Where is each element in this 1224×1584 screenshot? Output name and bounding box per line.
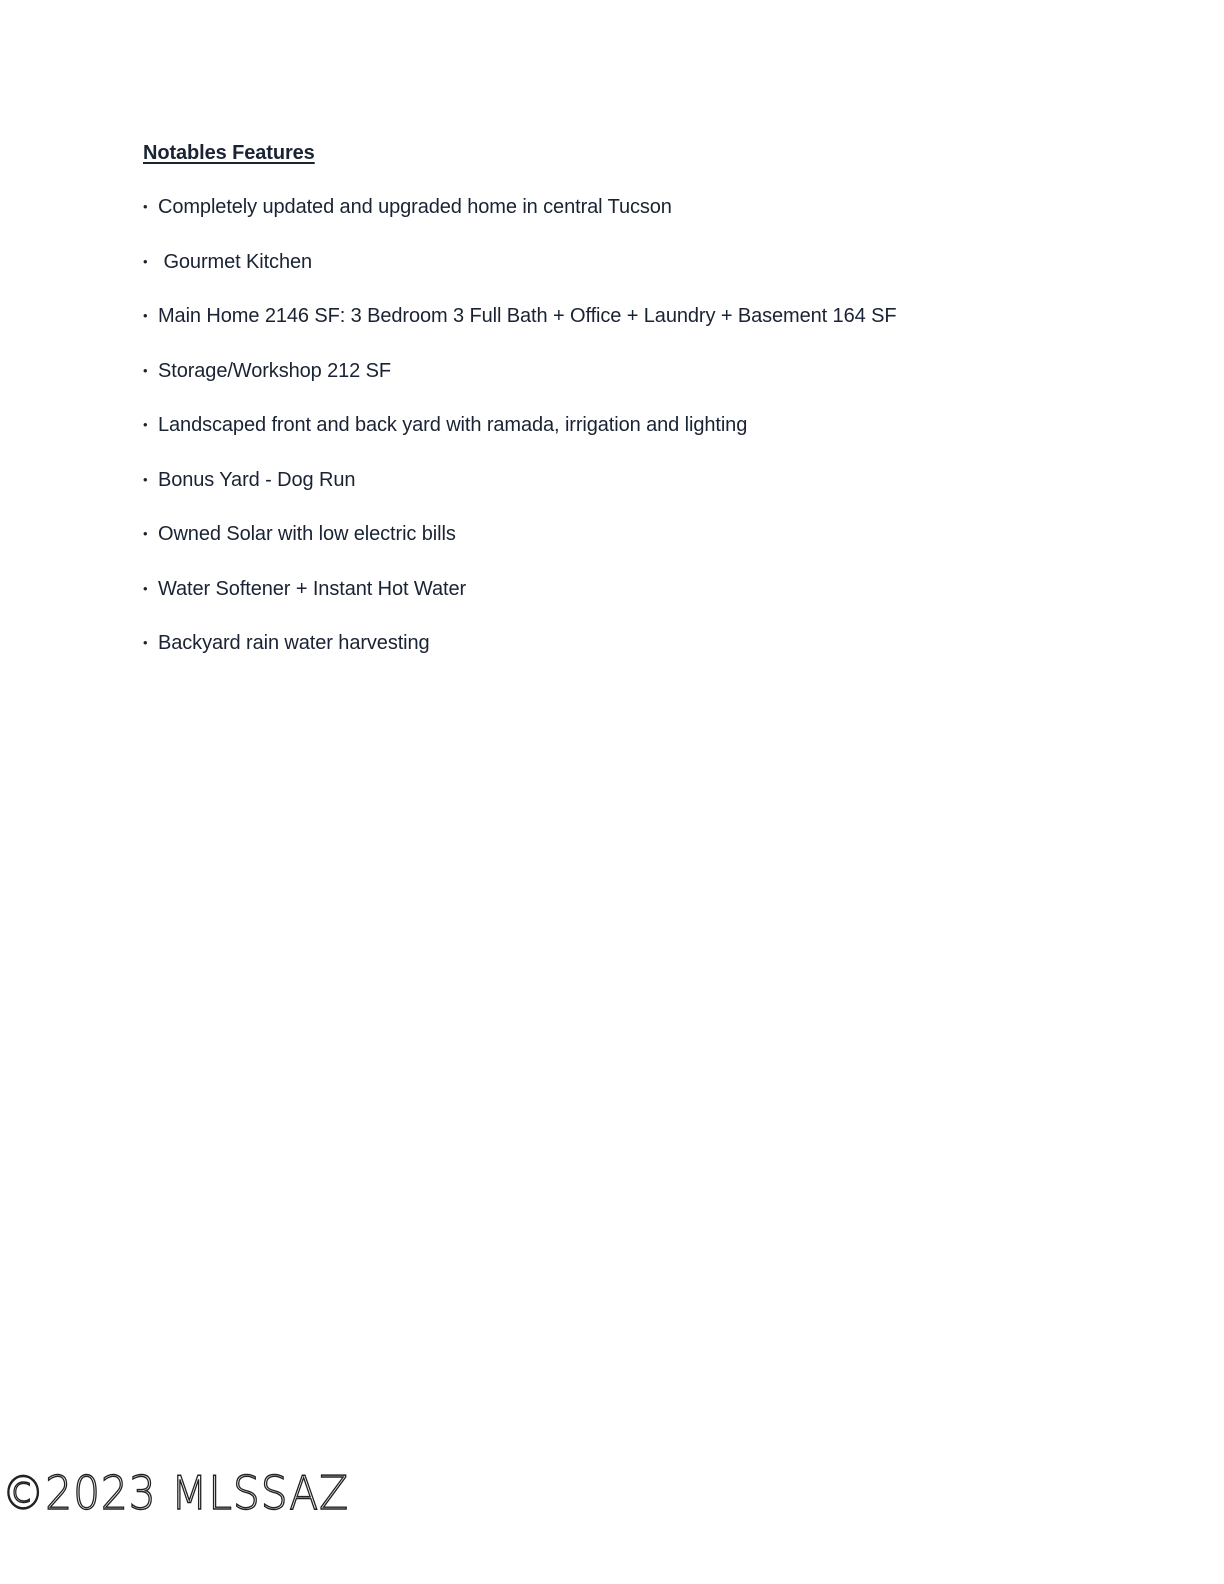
bullet-icon: • <box>143 199 148 214</box>
feature-text: Backyard rain water harvesting <box>158 632 430 654</box>
bullet-icon: • <box>143 362 148 378</box>
feature-text: Gourmet Kitchen <box>158 250 313 273</box>
bullet-icon: • <box>143 471 148 487</box>
list-item <box>143 414 896 469</box>
feature-text: Water Softener + Instant Hot Water <box>158 577 467 600</box>
bullet-icon: • <box>143 253 148 269</box>
feature-text: Main Home 2146 SF: 3 Bedroom 3 Full Bath + Office + Laundry + Basement 164 SF <box>158 305 897 327</box>
feature-text: Bonus Yard - Dog Run <box>158 468 356 491</box>
feature-text: Storage/Workshop 212 SF <box>158 359 392 382</box>
bullet-icon: • <box>143 526 148 541</box>
feature-list <box>143 196 896 687</box>
copyright-watermark: ©2023 MLSSAZ <box>2 1466 350 1520</box>
bullet-icon: • <box>143 308 148 323</box>
list-item <box>143 578 896 633</box>
page-title: Notables Features <box>143 142 315 164</box>
list-item <box>143 469 896 524</box>
list-item <box>143 251 896 306</box>
list-item <box>143 360 896 415</box>
feature-text: Landscaped front and back yard with ramada, irrigation and lighting <box>158 414 748 436</box>
list-item <box>143 523 896 578</box>
bullet-icon: • <box>143 635 148 650</box>
feature-text: Owned Solar with low electric bills <box>158 523 456 545</box>
list-item <box>143 196 896 251</box>
bullet-icon: • <box>143 580 148 596</box>
list-item <box>143 305 896 360</box>
feature-text: Completely updated and upgraded home in central Tucson <box>158 196 672 218</box>
bullet-icon: • <box>143 417 148 432</box>
list-item <box>143 632 896 687</box>
